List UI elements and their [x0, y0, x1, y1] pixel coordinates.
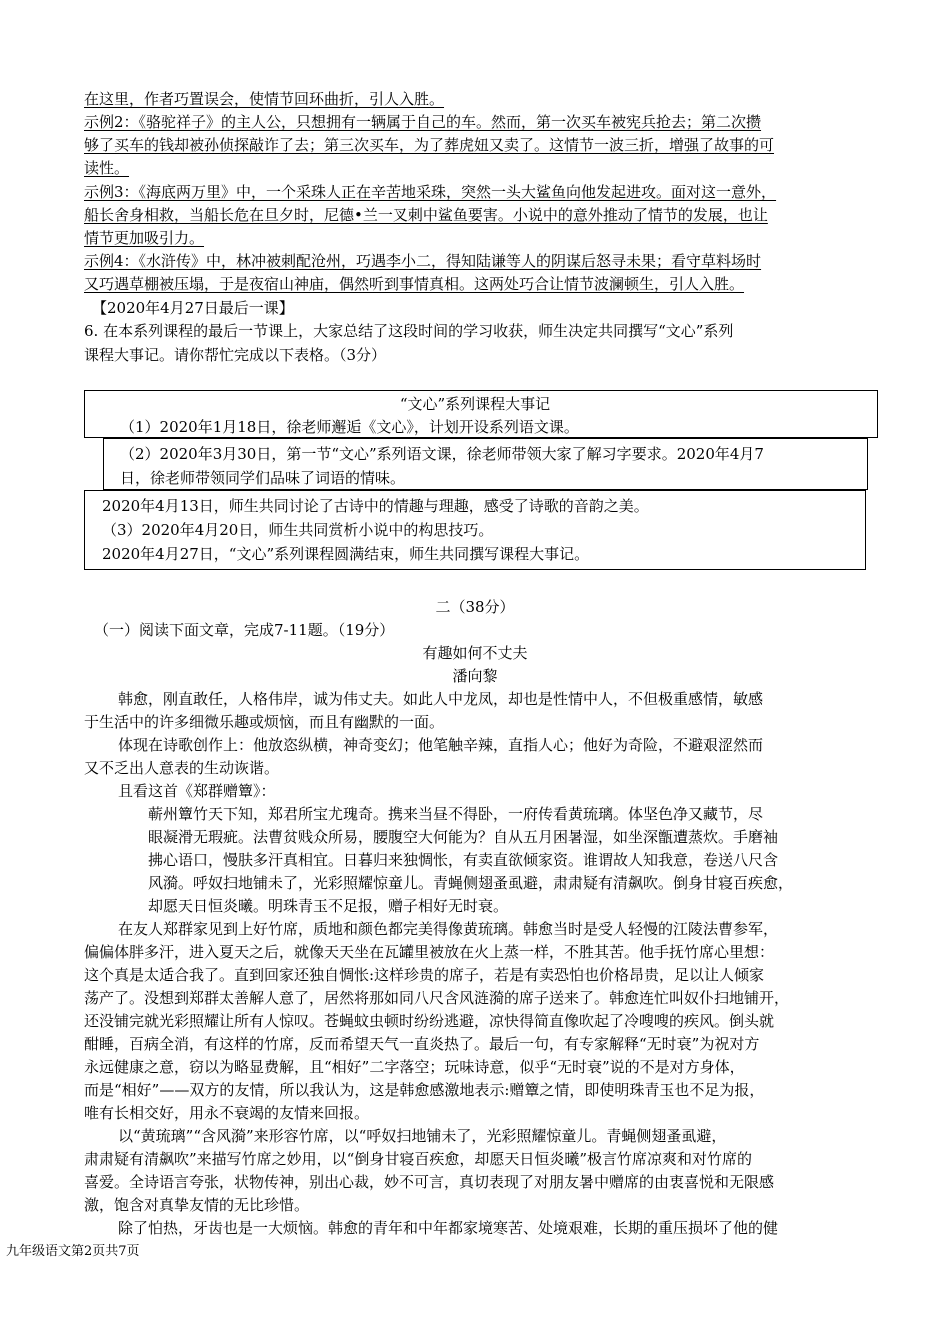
example-text-line: 在这里，作者巧置误会，使情节回环曲折，引人入胜。 — [84, 90, 445, 108]
paragraph-line: 体现在诗歌创作上：他放恣纵横，神奇变幻；他笔触辛辣，直指人心；他好为奇险，不避艰涩然而 — [118, 736, 764, 754]
paragraph-line: 这个真是太适合我了。直到回家还独自惆怅:这样珍贵的席子，若是有卖恐怕也价格昂贵，足以让人倾家 — [84, 966, 765, 984]
poem-line: 拂心语口，慢肤多汗真相宜。日暮归来独惆怅，有卖直欲倾家资。谁谓故人知我意，卷送八尺含 — [148, 851, 779, 869]
example-text-line: 情节更加吸引力。 — [84, 229, 205, 247]
article-author: 潘向黎 — [452, 667, 498, 685]
paragraph-line: 又不乏出人意表的生动诙谐。 — [84, 759, 280, 777]
paragraph-line: 于生活中的许多细微乐趣或烦恼，而且有幽默的一面。 — [84, 713, 445, 731]
table-title: “文心”系列课程大事记 — [399, 395, 551, 413]
table-row-2a: （2）2020年3月30日，第一节“文心”系列语文课，徐老师带领大家了解习字要求。2020年4月7 — [120, 445, 764, 463]
paragraph-line: 喜爱。全诗语言夸张，状物传神，别出心裁，妙不可言，真切表现了对朋友暑中赠席的由衷喜悦和无限感 — [84, 1173, 775, 1191]
section-title: 二（38分） — [435, 598, 515, 616]
table-row-1: （1）2020年1月18日，徐老师邂逅《文心》，计划开设系列语文课。 — [120, 418, 579, 436]
poem-line: 眼凝滑无瑕疵。法曹贫贱众所易，腰腹空大何能为？自从五月困暑湿，如坐深甑遭蒸炊。手磨袖 — [148, 828, 779, 846]
paragraph-line: 肃肃疑有清飙吹”来描写竹席之妙用，以“倒身甘寝百疾愈，却愿天日恒炎曦”极言竹席凉爽和对竹席的 — [84, 1150, 753, 1168]
table-row-2b: 日，徐老师带领同学们品味了词语的情味。 — [120, 469, 406, 487]
paragraph-line: 还没铺完就光彩照耀让所有人惊叹。苍蝇蚊虫顿时纷纷逃避，凉快得简直像吹起了冷嗖嗖的疾风。倒头就 — [84, 1012, 775, 1030]
paragraph-line: 且看这首《郑群赠簟》： — [118, 782, 276, 800]
example-text-line: 船长舍身相救，当船长危在旦夕时，尼德•兰一叉刺中鲨鱼要害。小说中的意外推动了情节的发展，也让 — [84, 206, 768, 224]
example-text-line: 读性。 — [84, 159, 130, 177]
poem-line: 却愿天日恒炎曦。明珠青玉不足报，赠子相好无时衰。 — [148, 897, 509, 915]
question-6-line: 6. 在本系列课程的最后一节课上，大家总结了这段时间的学习收获，师生决定共同撰写“文心”系列 — [84, 322, 734, 340]
paragraph-line: 偏偏体胖多汗，进入夏天之后，就像天天坐在瓦罐里被放在火上蒸一样，不胜其苦。他手抚竹席心里想： — [84, 943, 775, 961]
lesson-heading: 【2020年4月27日最后一课】 — [92, 299, 294, 317]
page-footer: 九年级语文第2页共7页 — [6, 1244, 140, 1259]
paragraph-line: 在友人郑群家见到上好竹席，质地和颜色都完美得像黄琉璃。韩愈当时是受人轻慢的江陵法曹参军， — [118, 920, 779, 938]
example-text-line: 示例3：《海底两万里》中，一个采珠人正在辛苦地采珠，突然一头大鲨鱼向他发起进攻。面对这一意外， — [84, 183, 777, 201]
poem-line: 蕲州簟竹天下知，郑君所宝尤瑰奇。携来当昼不得卧，一府传看黄琉璃。体坚色净又藏节，尽 — [148, 805, 764, 823]
paragraph-line: 以“黄琉璃”“含风漪”来形容竹席，以“呼奴扫地铺未了，光彩照耀惊童儿。青蝇侧翅蚤虱避， — [118, 1127, 727, 1145]
paragraph-line: 酣睡，百病全消，有这样的竹席，反而希望天气一直炎热了。最后一句，有专家解释“无时衰”为祝对方 — [84, 1035, 760, 1053]
paragraph-line: 永远健康之意，窃以为略显费解，且“相好”二字落空；玩味诗意，似乎“无时衰”说的不是对方身体， — [84, 1058, 745, 1076]
example-text-line: 够了买车的钱却被孙侦探敲诈了去；第三次买车，为了葬虎妞又卖了。这情节一波三折，增强了故事的可 — [84, 136, 775, 154]
example-text-line: 又巧遇草棚被压塌，于是夜宿山神庙，偶然听到事情真相。这两处巧合让情节波澜顿生，引人入胜。 — [84, 275, 745, 293]
question-6-line: 课程大事记。请你帮忙完成以下表格。（3分） — [84, 346, 387, 364]
paragraph-line: 而是“相好”——双方的友情，所以我认为，这是韩愈感激地表示:赠簟之情，即使明珠青玉也不足为报， — [84, 1081, 765, 1099]
table-row-3: 2020年4月13日，师生共同讨论了古诗中的情趣与理趣，感受了诗歌的音韵之美。 — [102, 497, 649, 515]
article-title: 有趣如何不丈夫 — [422, 644, 528, 662]
paragraph-line: 唯有长相交好，用永不衰竭的友情来回报。 — [84, 1104, 370, 1122]
paragraph-line: 韩愈，刚直敢任，人格伟岸，诚为伟丈夫。如此人中龙凤，却也是性情中人，不但极重感情，敏感 — [118, 690, 764, 708]
table-row-5: 2020年4月27日，“文心”系列课程圆满结束，师生共同撰写课程大事记。 — [102, 545, 590, 563]
paragraph-line: 激，饱含对真挚友情的无比珍惜。 — [84, 1196, 310, 1214]
paragraph-line: 荡产了。没想到郑群太善解人意了，居然将那如同八尺含风涟漪的席子送来了。韩愈连忙叫奴仆扫地铺开， — [84, 989, 790, 1007]
example-text-line: 示例2：《骆驼祥子》的主人公，只想拥有一辆属于自己的车。然而，第一次买车被宪兵抢去；第二次攒 — [84, 113, 762, 131]
table-row-4: （3）2020年4月20日，师生共同赏析小说中的构思技巧。 — [102, 521, 494, 539]
paragraph-line: 除了怕热，牙齿也是一大烦恼。韩愈的青年和中年都家境寒苦、处境艰难，长期的重压损坏了他的健 — [118, 1219, 779, 1237]
example-text-line: 示例4：《水浒传》中，林冲被刺配沧州，巧遇李小二，得知陆谦等人的阴谋后怒寻未果；看守草料场时 — [84, 252, 762, 270]
poem-line: 风漪。呼奴扫地铺未了，光彩照耀惊童儿。青蝇侧翅蚤虱避，肃肃疑有清飙吹。倒身甘寝百疾愈， — [148, 874, 794, 892]
reading-instruction: （一）阅读下面文章，完成7-11题。（19分） — [94, 621, 395, 639]
